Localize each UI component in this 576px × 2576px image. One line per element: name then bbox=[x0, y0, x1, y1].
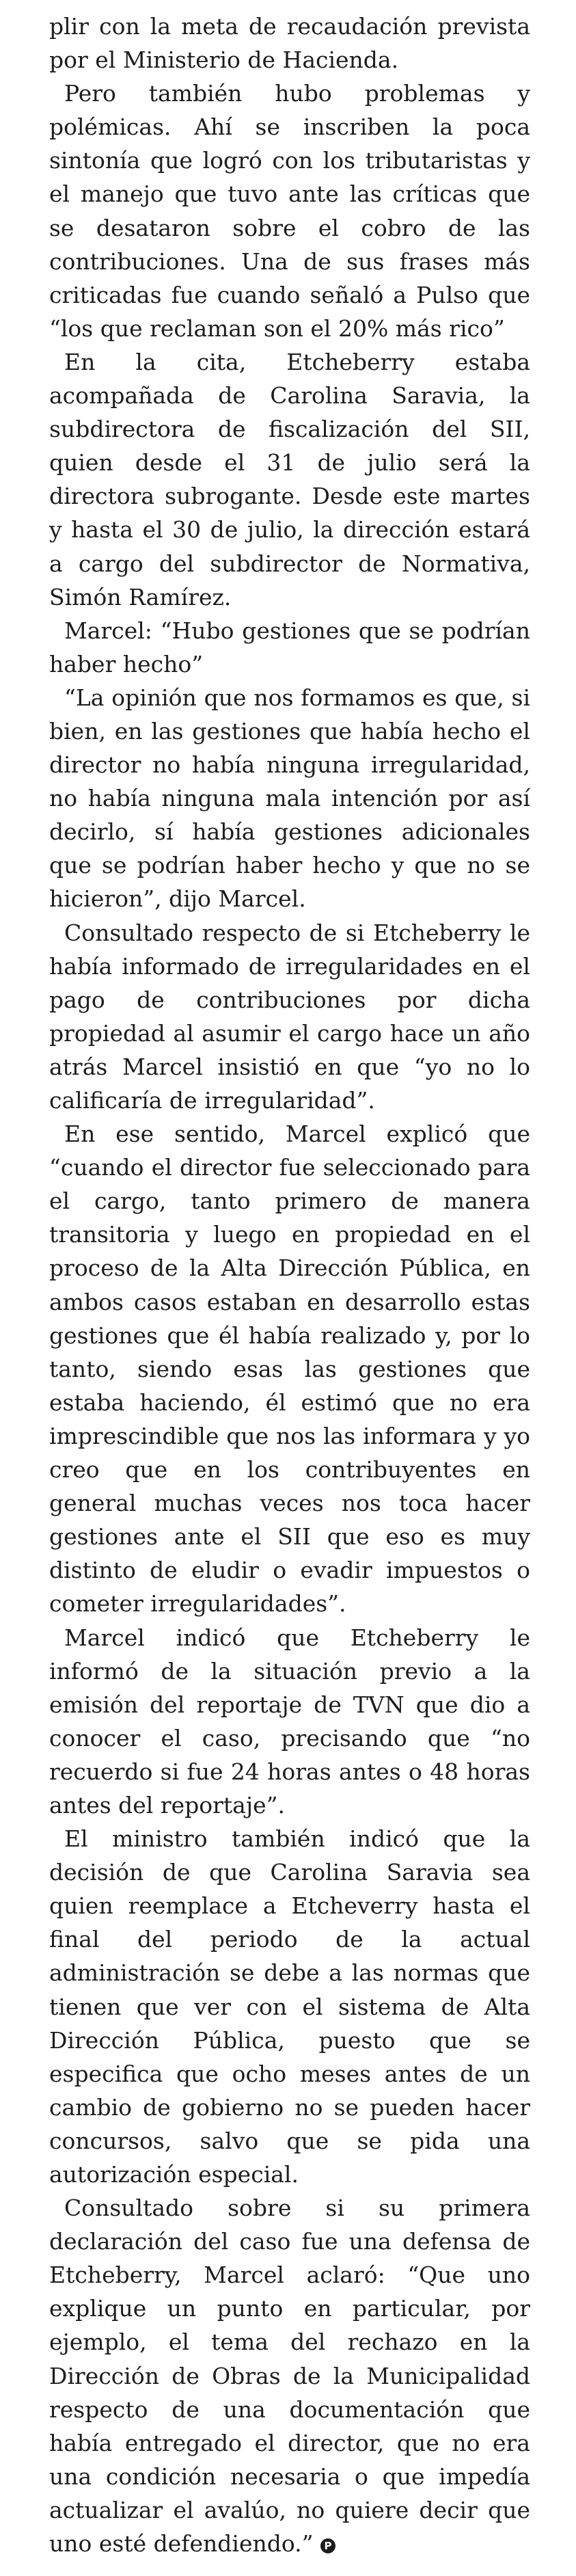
article-paragraph: Marcel indicó que Etcheberry le informó de la situación previo a la emisión del reportaje de TVN que dio a conocer el caso, precisando que “no recuerdo si fue 24 horas antes o 48 horas antes del reportaje”. bbox=[49, 1624, 530, 1819]
article-paragraph: El ministro también indicó que la decisión de que Carolina Saravia sea quien reemplace a Etcheverry hasta el final del periodo de la actual administración se debe a las normas que tienen que ver con el sistema de Alta Dirección Pública, puesto que se especifica que ocho meses antes de un cambio de gobierno no se pueden hacer concursos, salvo que se pida una autorización especial. bbox=[49, 1825, 530, 2188]
article-body bbox=[49, 10, 530, 2560]
article-paragraph: Pero también hubo problemas y polémicas. Ahí se inscriben la poca sintonía que logró con los tributaristas y el manejo que tuvo ante las críticas que se desataron sobre el cobro de las contribuciones. Una de sus frases más criticadas fue cuando señaló a Pulso que “los que reclaman son el 20% más rico” bbox=[49, 80, 530, 342]
article-paragraph: “La opinión que nos formamos es que, si bien, en las gestiones que había hecho el director no había ninguna irregularidad, no había ninguna mala intención por así decirlo, sí había gestiones adicionales que se podrían haber hecho y que no se hicieron”, dijo Marcel. bbox=[49, 684, 530, 913]
article-paragraph: En la cita, Etcheberry estaba acompañada de Carolina Saravia, la subdirectora de fiscalización del SII, quien desde el 31 de julio será la directora subrogante. Desde este martes y hasta el 30 de julio, la dirección estará a cargo del subdirector de Normativa, Simón Ramírez. bbox=[49, 348, 530, 611]
article-paragraph-text: Consultado sobre si su primera declaración del caso fue una defensa de Etcheberry, Marcel aclaró: “Que uno explique un punto en particular, por ejemplo, el tema del rechazo en la Dirección de Obras de la Municipalidad respecto de una documentación que había entregado el director, que no era una condición necesaria o que impedía actualizar el avalúo, no quiere decir que uno esté defendiendo.” bbox=[49, 2195, 530, 2558]
article-paragraph: Consultado respecto de si Etcheberry le había informado de irregularidades en el pago de contribuciones por dicha propiedad al asumir el cargo hace un año atrás Marcel insistió en que “yo no lo calificaría de irregularidad”. bbox=[49, 919, 530, 1114]
article-paragraph: En ese sentido, Marcel explicó que “cuando el director fue seleccionado para el cargo, tanto primero de manera transitoria y luego en propiedad en el proceso de la Alta Dirección Pública, en ambos casos estaban en desarrollo estas gestiones que él había realizado y, por lo tanto, siendo esas las gestiones que estaba haciendo, él estimó que no era imprescindible que nos las informara y yo creo que en los contribuyentes en general muchas veces nos toca hacer gestiones ante el SII que eso es muy distinto de eludir o evadir impuestos o cometer irregularidades”. bbox=[49, 1121, 530, 1618]
end-mark-logo: P bbox=[320, 2538, 335, 2553]
article-paragraph: plir con la meta de recaudación prevista por el Ministerio de Hacienda. bbox=[49, 13, 530, 74]
article-paragraph-last bbox=[49, 2191, 530, 2560]
article-subheading: Marcel: “Hubo gestiones que se podrían haber hecho” bbox=[49, 617, 530, 677]
